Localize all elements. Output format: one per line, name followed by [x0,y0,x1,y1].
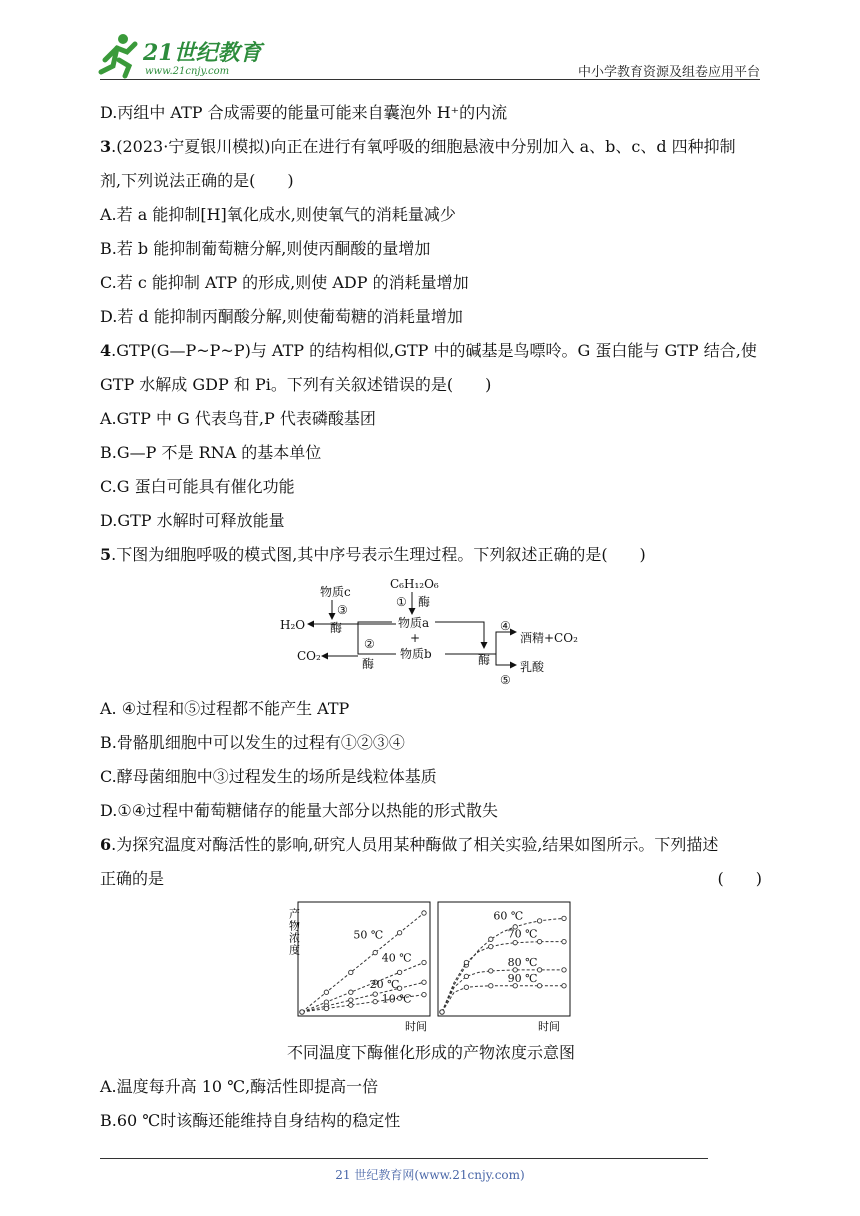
q4-option-a: A.GTP 中 G 代表鸟苷,P 代表磷酸基团 [100,409,376,428]
data-point [422,992,426,996]
data-point [562,916,566,920]
data-point [373,992,377,996]
q6-answer-paren: ( ) [717,869,762,888]
q6-option-b: B.60 ℃时该酶还能维持自身结构的稳定性 [100,1111,401,1130]
q4-stem-line1 [100,334,762,368]
series-line-2-3 [442,970,564,1012]
data-point [349,990,353,994]
data-point [562,939,566,943]
ethanol-label: 酒精+CO₂ [520,631,578,645]
data-point [349,970,353,974]
data-point [562,968,566,972]
water-label: H₂O [280,618,306,632]
enzyme-temperature-figure [100,896,762,1036]
data-point [349,998,353,1002]
q5-number: 5 [100,545,112,564]
q4-option-b: B.G—P 不是 RNA 的基本单位 [100,443,322,462]
substance-b-label: 物质b [400,647,432,661]
enzyme-chart-svg [100,896,762,1036]
series-label-1-3: 20 ℃ [369,978,400,992]
data-point [464,985,468,989]
co2-label: CO₂ [297,649,321,663]
data-point [464,974,468,978]
step-2-label: ② [364,637,375,651]
q6-number: 6 [100,835,112,854]
q3-option-c: C.若 c 能抑制 ATP 的形成,则使 ADP 的消耗量增加 [100,273,469,292]
step-5-label: ⑤ [500,673,511,687]
data-point [562,984,566,988]
q2-option-d: D.丙组中 ATP 合成需要的能量可能来自囊泡外 H⁺的内流 [100,103,508,122]
substance-a-label: 物质a [398,616,430,630]
q3-number: 3 [100,137,112,156]
q5-option-b: B.骨骼肌细胞中可以发生的过程有①②③④ [100,733,405,752]
q3-stem-text: .(2023·宁夏银川模拟)向正在进行有氧呼吸的细胞悬液中分别加入 a、b、c、d 四种抑制 [111,137,736,156]
series-label-1-1: 50 ℃ [353,928,384,942]
data-point [489,984,493,988]
data-point [349,1003,353,1007]
q5-stem [100,538,762,572]
data-point [537,919,541,923]
data-point [324,990,328,994]
data-point [489,944,493,948]
series-label-2-2: 70 ℃ [507,927,538,941]
enzyme-1-label: 酶 [418,595,431,609]
q5-stem-text: .下图为细胞呼吸的模式图,其中序号表示生理过程。下列叙述正确的是( ) [111,545,646,564]
glucose-label: C₆H₁₂O₆ [390,577,439,591]
step-3-label: ③ [337,603,348,617]
runner-logo-icon [95,30,265,80]
series-label-1-2: 40 ℃ [381,951,412,965]
data-point [537,968,541,972]
step-1-label: ① [396,595,407,609]
enzyme-4-label: 酶 [478,653,491,667]
series-line-2-4 [442,986,564,1012]
data-point [464,960,468,964]
footer-text: 21 世纪教育网(www.21cnjy.com) [335,1168,525,1182]
data-point [440,1010,444,1014]
data-point [537,984,541,988]
q6-stem-line2-text: 正确的是 [100,869,165,888]
respiration-diagram [100,572,762,692]
data-point [324,1006,328,1010]
lactic-acid-label: 乳酸 [520,660,545,674]
data-point [397,931,401,935]
series-label-1-4: 10 ℃ [381,992,412,1006]
series-label-2-1: 60 ℃ [493,909,524,923]
data-point [300,1010,304,1014]
data-point [537,939,541,943]
q3-option-d: D.若 d 能抑制丙酮酸分解,则使葡萄糖的消耗量增加 [100,307,463,326]
q3-stem-line2: 剂,下列说法正确的是( ) [100,171,294,190]
substance-c-label: 物质c [320,585,351,599]
data-point [397,970,401,974]
series-line-2-2 [442,942,564,1012]
data-point [422,960,426,964]
q4-option-d: D.GTP 水解时可释放能量 [100,511,285,530]
data-point [489,937,493,941]
q4-number: 4 [100,341,112,360]
q5-option-a: A. ④过程和⑤过程都不能产生 ATP [100,699,350,718]
header-divider [100,79,760,80]
data-point [489,969,493,973]
data-point [513,940,517,944]
data-point [373,999,377,1003]
respiration-diagram-svg [100,572,762,692]
q3-stem-line1 [100,130,762,164]
q6-option-a: A.温度每升高 10 ℃,酶活性即提高一倍 [100,1077,379,1096]
q6-stem-line1 [100,828,762,862]
data-point [422,911,426,915]
q3-option-a: A.若 a 能抑制[H]氧化成水,则使氧气的消耗量减少 [100,205,456,224]
platform-name: 中小学教育资源及组卷应用平台 [577,65,760,80]
q6-stem-text: .为探究温度对酶活性的影响,研究人员用某种酶做了相关实验,结果如图所示。下列描述 [111,835,719,854]
q4-option-c: C.G 蛋白可能具有催化功能 [100,477,295,496]
step-4-label: ④ [500,619,511,633]
logo-sub-text: www.21cnjy.com [145,66,230,77]
q5-option-d: D.①④过程中葡萄糖储存的能量大部分以热能的形式散失 [100,801,499,820]
enzyme-2-label: 酶 [362,657,375,671]
figure-caption: 不同温度下酶催化形成的产物浓度示意图 [286,1043,575,1062]
site-logo [95,30,265,80]
x-axis-label-left: 时间 [405,1020,427,1033]
footer-divider [100,1158,708,1159]
series-label-2-4: 90 ℃ [507,971,538,985]
q4-stem-text: .GTP(G—P~P~P)与 ATP 的结构相似,GTP 中的碱基是鸟嘌呤。G 蛋白能与 GTP 结合,使 [111,341,757,360]
x-axis-label-right: 时间 [538,1020,560,1033]
q5-option-c: C.酵母菌细胞中③过程发生的场所是线粒体基质 [100,767,437,786]
exam-content [100,96,762,1138]
plus-sign: + [410,631,421,645]
page-header [0,0,860,90]
series-line-2-1 [442,918,564,1012]
logo-main-text: 21世纪教育 [143,40,262,66]
q3-option-b: B.若 b 能抑制葡萄糖分解,则使丙酮酸的量增加 [100,239,431,258]
y-axis-label: 产物浓度 [287,908,301,956]
data-point [422,980,426,984]
enzyme-3-label: 酶 [330,621,343,635]
q6-stem-line2 [100,862,762,896]
series-label-2-3: 80 ℃ [507,955,538,969]
q4-stem-line2: GTP 水解成 GDP 和 Pi。下列有关叙述错误的是( ) [100,375,492,394]
data-point [373,950,377,954]
